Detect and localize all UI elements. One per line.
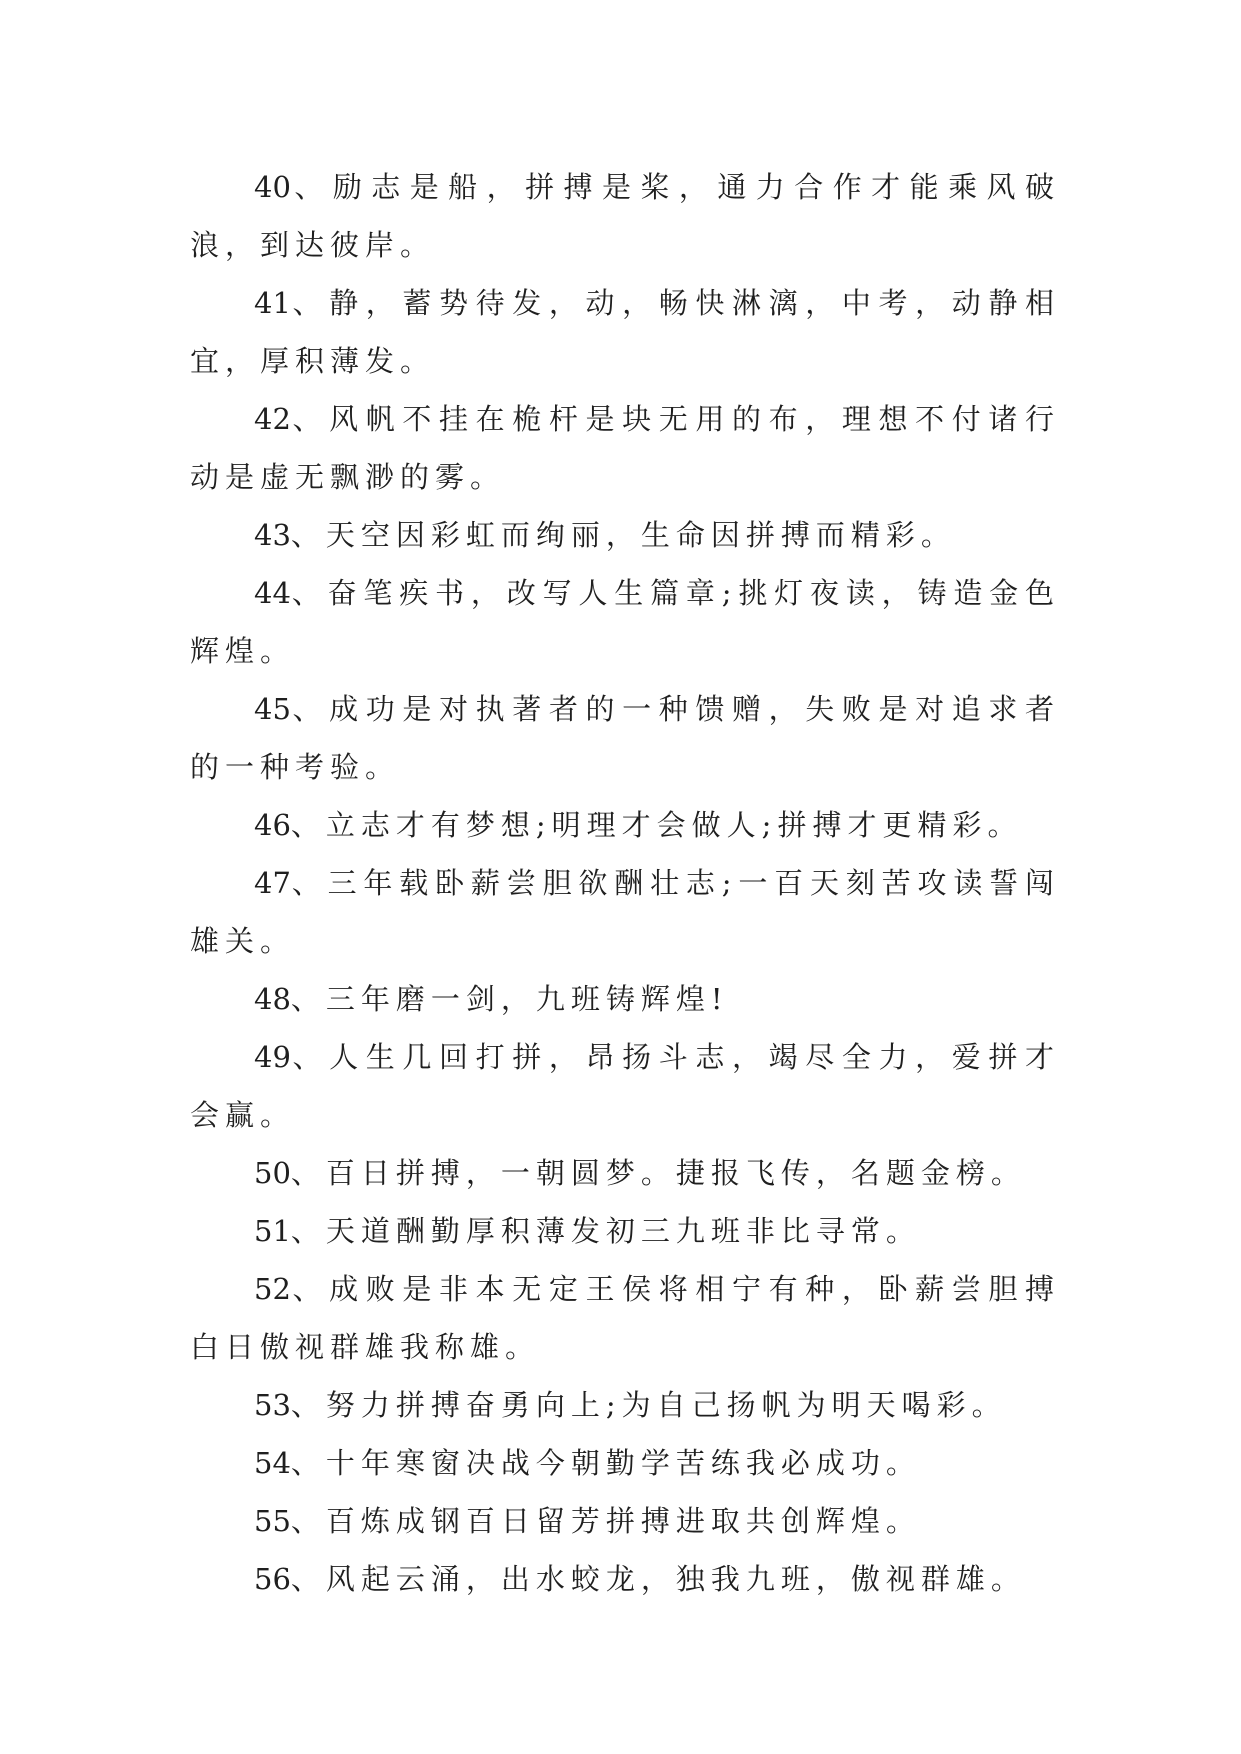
- item-number: 40: [254, 170, 291, 204]
- item-number: 55: [254, 1504, 291, 1538]
- item-number: 44: [254, 576, 291, 610]
- list-item: [190, 564, 1060, 680]
- list-item: [190, 1376, 1060, 1434]
- list-item: [190, 1144, 1060, 1202]
- item-number: 46: [254, 808, 291, 842]
- list-item: [190, 274, 1060, 390]
- item-text: 、风起云涌，出水蛟龙，独我九班，傲视群雄。: [290, 1562, 1026, 1596]
- item-number: 51: [254, 1214, 291, 1248]
- document-body: [190, 158, 1060, 1608]
- item-number: 41: [254, 286, 291, 320]
- item-text: 、成败是非本无定王侯将相宁有种，卧薪尝胆搏白日傲视群雄我称雄。: [190, 1272, 1060, 1364]
- item-text: 、百日拼搏，一朝圆梦。捷报飞传，名题金榜。: [290, 1156, 1026, 1190]
- list-item: [190, 1028, 1060, 1144]
- item-text: 、天空因彩虹而绚丽，生命因拼搏而精彩。: [290, 518, 956, 552]
- item-text: 、立志才有梦想;明理才会做人;拼搏才更精彩。: [290, 808, 1023, 842]
- list-item: [190, 796, 1060, 854]
- item-text: 、成功是对执著者的一种馈赠，失败是对追求者的一种考验。: [190, 692, 1060, 784]
- item-text: 、奋笔疾书，改写人生篇章;挑灯夜读，铸造金色辉煌。: [190, 576, 1060, 668]
- list-item: [190, 970, 1060, 1028]
- item-number: 53: [254, 1388, 291, 1422]
- item-text: 、百炼成钢百日留芳拼搏进取共创辉煌。: [290, 1504, 921, 1538]
- list-item: [190, 506, 1060, 564]
- list-item: [190, 1492, 1060, 1550]
- item-number: 49: [254, 1040, 291, 1074]
- list-item: [190, 1260, 1060, 1376]
- item-text: 、十年寒窗决战今朝勤学苦练我必成功。: [290, 1446, 921, 1480]
- item-text: 、天道酬勤厚积薄发初三九班非比寻常。: [290, 1214, 921, 1248]
- item-text: 、励志是船，拼搏是桨，通力合作才能乘风破浪，到达彼岸。: [190, 170, 1060, 262]
- item-text: 、风帆不挂在桅杆是块无用的布，理想不付诸行动是虚无飘渺的雾。: [190, 402, 1060, 494]
- item-text: 、静，蓄势待发，动，畅快淋漓，中考，动静相宜，厚积薄发。: [190, 286, 1060, 378]
- item-number: 42: [254, 402, 291, 436]
- list-item: [190, 1550, 1060, 1608]
- item-number: 54: [254, 1446, 291, 1480]
- list-item: [190, 854, 1060, 970]
- item-number: 43: [254, 518, 291, 552]
- item-text: 、努力拼搏奋勇向上;为自己扬帆为明天喝彩。: [290, 1388, 1007, 1422]
- list-item: [190, 1202, 1060, 1260]
- item-number: 52: [254, 1272, 291, 1306]
- item-number: 48: [254, 982, 291, 1016]
- item-number: 47: [254, 866, 291, 900]
- list-item: [190, 1434, 1060, 1492]
- list-item: [190, 158, 1060, 274]
- item-number: 45: [254, 692, 291, 726]
- item-number: 56: [254, 1562, 291, 1596]
- list-item: [190, 680, 1060, 796]
- item-text: 、三年磨一剑，九班铸辉煌!: [290, 982, 729, 1016]
- item-text: 、三年载卧薪尝胆欲酬壮志;一百天刻苦攻读誓闯雄关。: [190, 866, 1060, 958]
- item-text: 、人生几回打拼，昂扬斗志，竭尽全力，爱拼才会赢。: [190, 1040, 1060, 1132]
- item-number: 50: [254, 1156, 291, 1190]
- list-item: [190, 390, 1060, 506]
